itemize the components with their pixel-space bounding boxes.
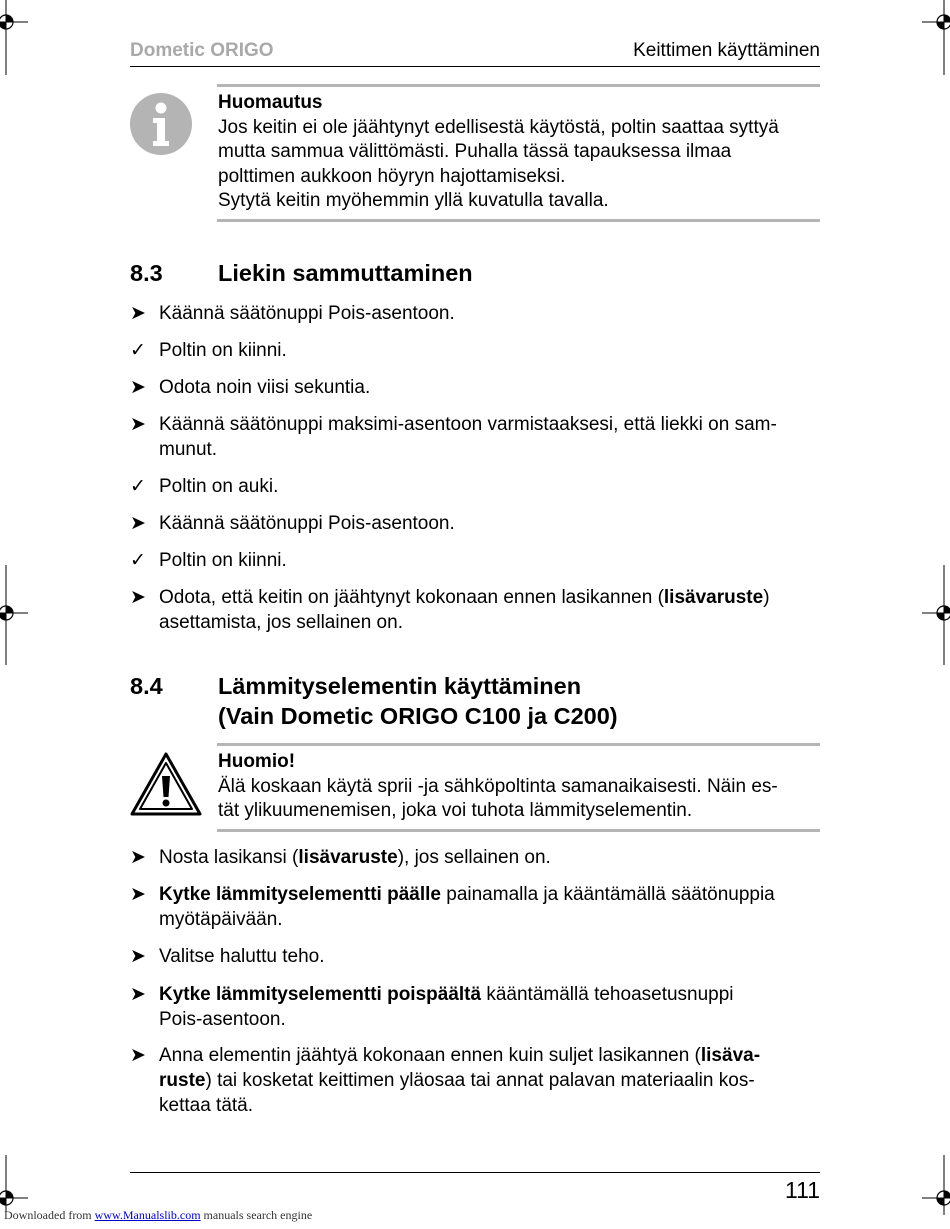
note-title: Huomautus [218,92,323,113]
check-icon: ✓ [130,476,146,497]
download-notice: Downloaded from www.Manualslib.com manuals search engine [4,1208,313,1222]
note-top-rule [217,84,820,87]
section-title: Lämmityselementin käyttäminen [218,673,582,699]
arrow-bullet-icon: ➤ [130,587,146,608]
caution-top-rule [217,743,820,746]
section-heading-8-4 [130,671,820,731]
list-item: ✓ Poltin on auki. [130,476,279,497]
list-item: ➤ Käännä säätönuppi Pois-asentoon. [130,303,455,324]
list-item: ✓ Poltin on kiinni. [130,340,287,361]
header-divider [130,66,820,67]
list-item: ➤ Kytke lämmityselementti päälle painamalla ja kääntämällä säätönuppia myötäpäivään. [130,884,775,930]
arrow-bullet-icon: ➤ [130,377,146,398]
registration-mark-top-left [0,0,30,75]
registration-mark-bottom-left [0,1155,30,1215]
check-icon: ✓ [130,340,146,361]
list-item: ➤ Nosta lasikansi (lisävaruste), jos sellainen on. [130,847,551,868]
arrow-bullet-icon: ➤ [130,414,146,435]
note-line: polttimen aukkoon höyryn hajottamiseksi. [218,165,566,187]
registration-mark-top-right [920,0,950,75]
arrow-bullet-icon: ➤ [130,1045,146,1066]
caution-line: Älä koskaan käytä sprii -ja sähköpoltinta samanaikaisesti. Näin es- [218,775,778,797]
warning-triangle-icon [130,752,202,816]
caution-content [218,750,820,824]
caution-line: tät ylikuumenemisen, joka voi tuhota lämmityselementin. [218,800,693,821]
arrow-bullet-icon: ➤ [130,984,146,1005]
arrow-bullet-icon: ➤ [130,946,146,967]
section-number: 8.4 [130,673,163,699]
note-bottom-rule [217,219,820,222]
arrow-bullet-icon: ➤ [130,513,146,534]
note-line: Sytytä keitin myöhemmin yllä kuvatulla tavalla. [218,190,609,211]
list-item: ➤ Kytke lämmityselementti poispäältä kääntämällä tehoasetusnuppi Pois-asentoon. [130,984,734,1030]
brand-name: Dometic ORIGO [130,40,274,61]
page-number: 111 [785,1177,820,1203]
section-title: Liekin sammuttaminen [218,260,473,286]
chapter-title: Keittimen käyttäminen [633,40,820,61]
registration-mark-mid-left [0,565,30,665]
note-line: Jos keitin ei ole jäähtynyt edellisestä käytöstä, poltin saattaa syttyä [218,116,779,138]
info-icon [130,93,192,155]
arrow-bullet-icon: ➤ [130,303,146,324]
caution-bottom-rule [217,829,820,832]
note-content [218,91,820,214]
list-item: ➤ Odota, että keitin on jäähtynyt kokonaan ennen lasikannen (lisävaruste) asettamista, jos sellainen on. [130,587,770,633]
list-item: ➤ Anna elementin jäähtyä kokonaan ennen kuin suljet lasikannen (lisäva- ruste) tai kosketat keittimen yläosaa tai annat palavan materiaalin kos- kettaa tätä. [130,1045,761,1116]
arrow-bullet-icon: ➤ [130,847,146,868]
section-heading-8-3 [130,258,820,288]
list-item: ➤ Valitse haluttu teho. [130,946,325,967]
check-icon: ✓ [130,550,146,571]
section-title-line2: (Vain Dometic ORIGO C100 ja C200) [218,703,618,729]
section-number: 8.3 [130,260,163,286]
registration-mark-bottom-right [920,1155,950,1215]
note-line: mutta sammua välittömästi. Puhalla tässä tapauksessa ilmaa [218,141,732,162]
list-item: ➤ Odota noin viisi sekuntia. [130,377,371,398]
registration-mark-mid-right [920,565,950,665]
list-item: ✓ Poltin on kiinni. [130,550,287,571]
caution-title: Huomio! [218,751,296,772]
arrow-bullet-icon: ➤ [130,884,146,905]
list-item: ➤ Käännä säätönuppi Pois-asentoon. [130,513,455,534]
footer-divider [130,1172,820,1173]
list-item: ➤ Käännä säätönuppi maksimi-asentoon varmistaaksesi, että liekki on sam- munut. [130,414,777,460]
manualslib-link[interactable]: www.Manualslib.com [94,1208,201,1222]
